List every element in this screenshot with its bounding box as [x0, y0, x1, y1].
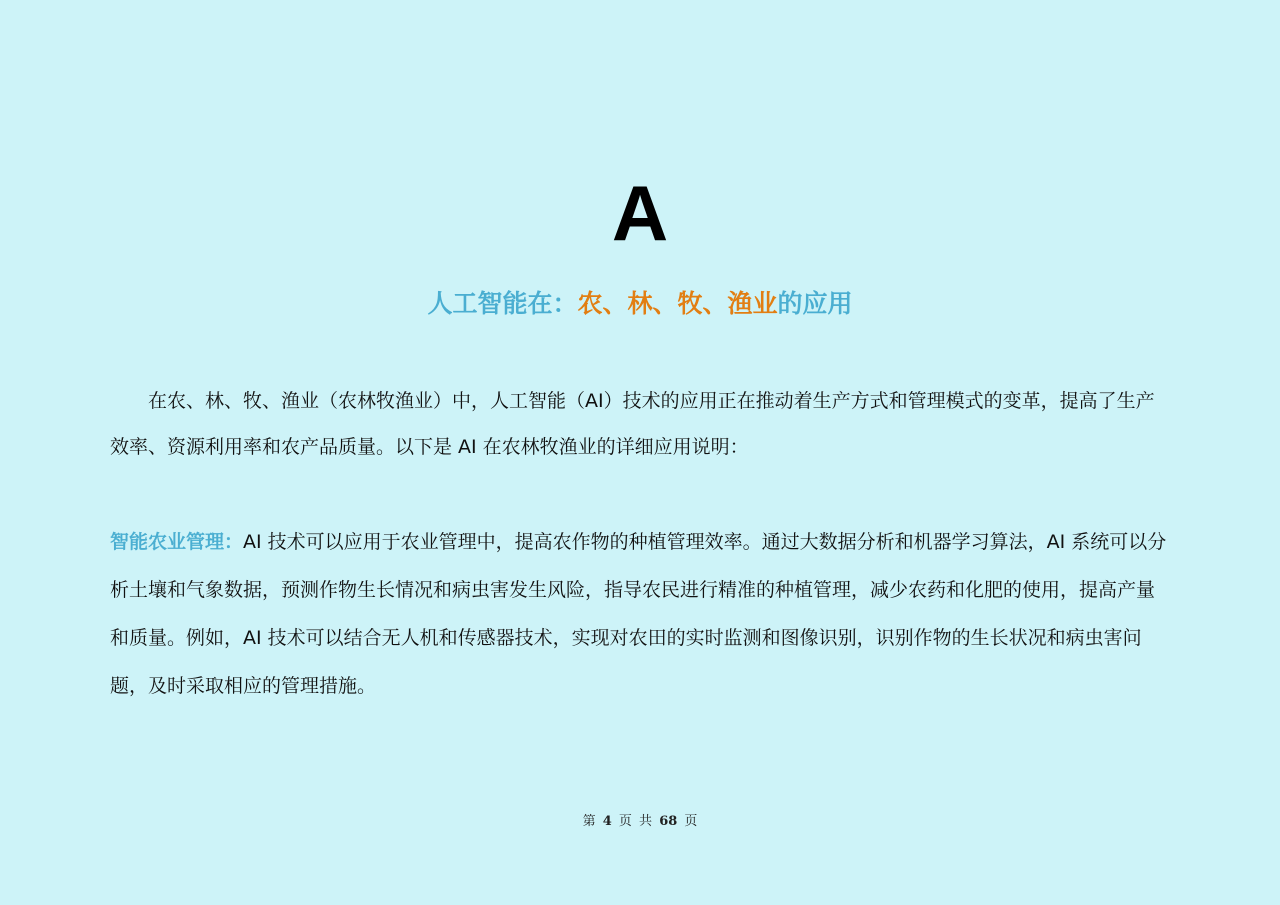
- heading-suffix: 的应用: [777, 289, 853, 318]
- total-page-number: 68: [659, 814, 678, 829]
- footer-prefix: 第: [582, 814, 596, 829]
- current-page-number: 4: [602, 814, 612, 829]
- section-letter: A: [611, 169, 669, 257]
- section-label: 智能农业管理：: [110, 531, 244, 553]
- section-text: AI 技术可以应用于农业管理中，提高农作物的种植管理效率。通过大数据分析和机器学习算法，AI 系统可以分析土壤和气象数据，预测作物生长情况和病虫害发生风险，指导农民进行精准的种植管理，减少农药和化肥的使用，提高产量和质量。例如，AI 技术可以结合无人机和传感器技术，实现对农田的实时监测和图像识别，识别作物的生长状况和病虫害问题，及时采取相应的管理措施。: [110, 531, 1167, 697]
- page-footer: [0, 811, 1280, 833]
- heading-prefix: 人工智能在：: [427, 289, 578, 318]
- intro-paragraph: 在农、林、牧、渔业（农林牧渔业）中，人工智能（AI）技术的应用正在推动着生产方式和管理模式的变革，提高了生产效率、资源利用率和农产品质量。以下是 AI 在农林牧渔业的详细应用说明：: [110, 390, 1155, 458]
- heading-highlight: 农、林、牧、渔业: [577, 289, 778, 318]
- page-heading: [0, 284, 1280, 324]
- section-paragraph: [110, 518, 1172, 710]
- footer-suffix: 页: [684, 814, 698, 829]
- footer-middle: 页 共: [618, 814, 653, 829]
